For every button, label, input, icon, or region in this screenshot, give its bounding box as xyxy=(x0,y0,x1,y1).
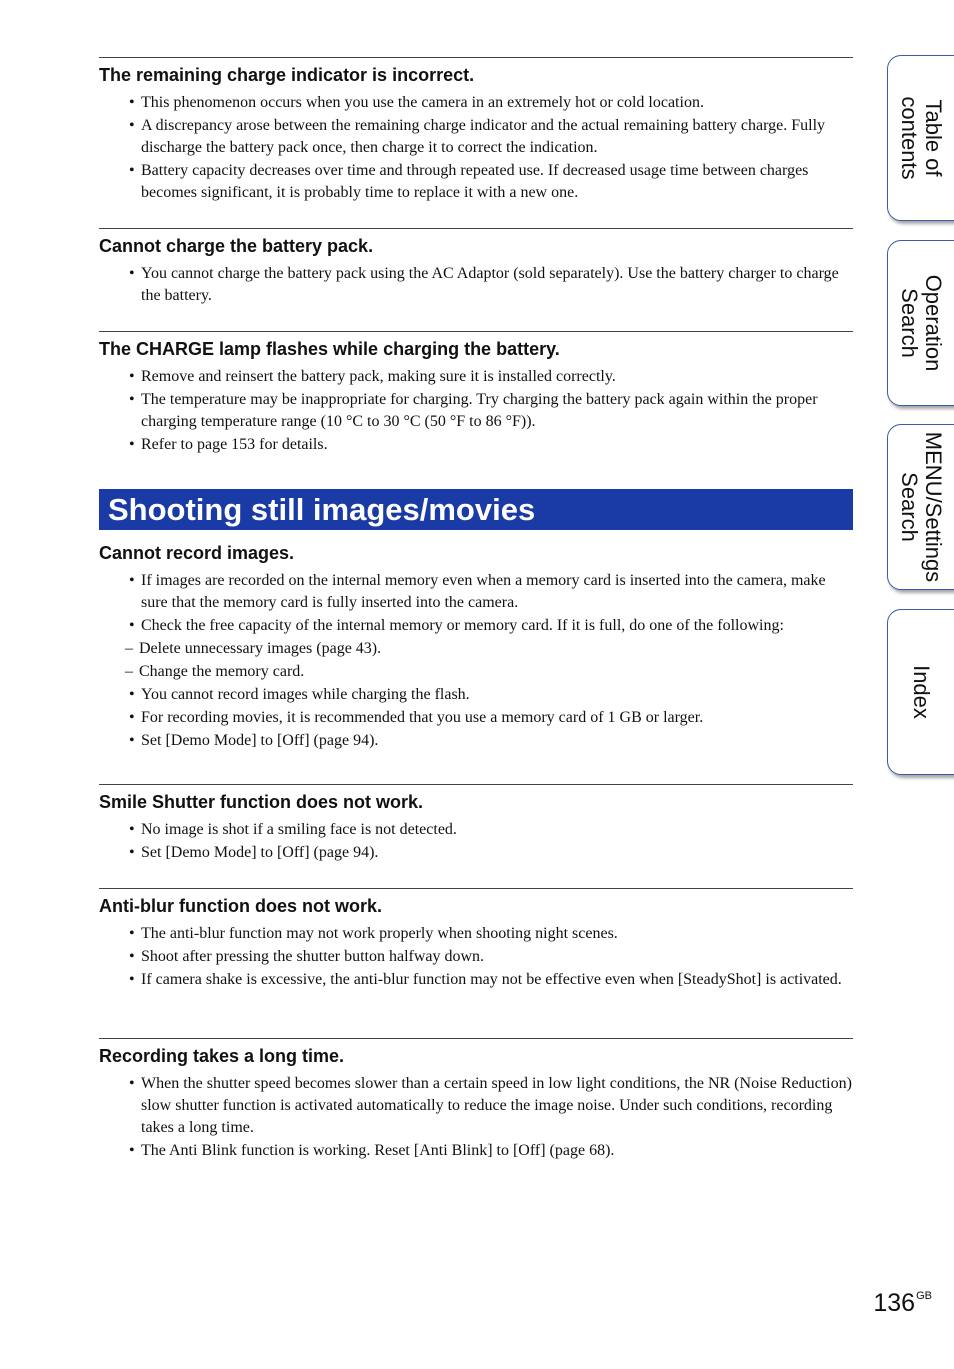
list-item: • You cannot record images while charging the flash. xyxy=(129,684,853,706)
list-item: • If camera shake is excessive, the anti-blur function may not be effective even when [SteadyShot] is activated. xyxy=(129,969,853,991)
section-cannot-charge xyxy=(99,228,853,308)
list-item: • The temperature may be inappropriate for charging. Try charging the battery pack again within the proper charging temperature range (10 °C to 30 °C (50 °F to 86 °F)). xyxy=(129,389,853,433)
sub-list-item: – Delete unnecessary images (page 43). xyxy=(117,638,853,660)
page-number-value: 136 xyxy=(873,1289,916,1317)
list-item: • You cannot charge the battery pack using the AC Adaptor (sold separately). Use the battery charger to charge the battery. xyxy=(129,263,853,307)
section-divider xyxy=(99,331,853,332)
tab-operation-search[interactable] xyxy=(887,240,954,406)
page-number xyxy=(873,1289,932,1318)
list-item: • The Anti Blink function is working. Reset [Anti Blink] to [Off] (page 68). xyxy=(129,1140,853,1162)
section-cannot-record xyxy=(99,538,853,753)
list-item: • The anti-blur function may not work properly when shooting night scenes. xyxy=(129,923,853,945)
list-item: • If images are recorded on the internal memory even when a memory card is inserted into the camera, make sure that the memory card is fully inserted into the camera. xyxy=(129,570,853,614)
list-item: • No image is shot if a smiling face is not detected. xyxy=(129,819,853,841)
tab-label-line1: Table of xyxy=(921,99,946,177)
section-remaining-charge xyxy=(99,57,853,205)
item-list xyxy=(99,263,853,307)
section-heading: The remaining charge indicator is incorrect. xyxy=(99,65,475,85)
tab-label-line2: Search xyxy=(897,472,922,542)
list-item: • This phenomenon occurs when you use the camera in an extremely hot or cold location. xyxy=(129,92,853,114)
section-banner: Shooting still images/movies xyxy=(99,489,853,530)
section-heading: Recording takes a long time. xyxy=(99,1046,345,1066)
section-divider xyxy=(99,888,853,889)
section-heading: Smile Shutter function does not work. xyxy=(99,792,424,812)
item-list xyxy=(99,819,853,864)
tab-label-line1: Operation xyxy=(921,274,946,372)
list-item: • A discrepancy arose between the remaining charge indicator and the actual remaining battery charge. Fully discharge the battery pack once, then charge it to correct the indication. xyxy=(129,115,853,159)
list-item: • When the shutter speed becomes slower than a certain speed in low light conditions, the NR (Noise Reduction) slow shutter function is activated automatically to reduce the image noise. Under such conditions, recording takes a long time. xyxy=(129,1073,853,1139)
page-number-suffix: GB xyxy=(916,1290,932,1302)
tab-menu-settings-search[interactable] xyxy=(887,424,954,590)
tab-index[interactable] xyxy=(887,609,954,775)
list-item: • For recording movies, it is recommended that you use a memory card of 1 GB or larger. xyxy=(129,707,853,729)
section-recording-time xyxy=(99,1038,853,1163)
section-heading: Cannot charge the battery pack. xyxy=(99,236,374,256)
list-item: • Set [Demo Mode] to [Off] (page 94). xyxy=(129,842,853,864)
item-list xyxy=(99,1073,853,1162)
tab-label-line2: Search xyxy=(897,288,922,358)
section-divider xyxy=(99,57,853,58)
list-item: • Check the free capacity of the internal memory or memory card. If it is full, do one of the following: xyxy=(129,615,853,637)
item-list xyxy=(99,92,853,204)
list-item: • Refer to page 153 for details. xyxy=(129,434,853,456)
item-list xyxy=(99,366,853,456)
tab-label xyxy=(888,425,954,589)
section-heading: The CHARGE lamp flashes while charging the battery. xyxy=(99,339,560,359)
section-smile-shutter xyxy=(99,784,853,865)
section-heading: Anti-blur function does not work. xyxy=(99,896,382,916)
section-divider xyxy=(99,1038,853,1039)
sub-list-item: – Change the memory card. xyxy=(117,661,853,683)
section-divider xyxy=(99,784,853,785)
section-charge-lamp xyxy=(99,331,853,457)
section-divider xyxy=(99,228,853,229)
list-item: • Shoot after pressing the shutter button halfway down. xyxy=(129,946,853,968)
tab-table-of-contents[interactable] xyxy=(887,55,954,221)
tab-label xyxy=(888,241,954,405)
item-list xyxy=(99,570,853,752)
tab-label xyxy=(888,56,954,220)
section-heading: Cannot record images. xyxy=(99,543,295,563)
item-list xyxy=(99,923,853,991)
list-item: • Remove and reinsert the battery pack, making sure it is installed correctly. xyxy=(129,366,853,388)
tab-label-line1: Index xyxy=(909,665,934,719)
section-anti-blur xyxy=(99,888,853,992)
list-item: • Battery capacity decreases over time and through repeated use. If decreased usage time between charges becomes significant, it is probably time to replace it with a new one. xyxy=(129,160,853,204)
list-item: • Set [Demo Mode] to [Off] (page 94). xyxy=(129,730,853,752)
tab-label-line2: contents xyxy=(897,96,922,180)
tab-label-line1: MENU/Settings xyxy=(921,431,946,583)
tab-label xyxy=(888,610,954,774)
